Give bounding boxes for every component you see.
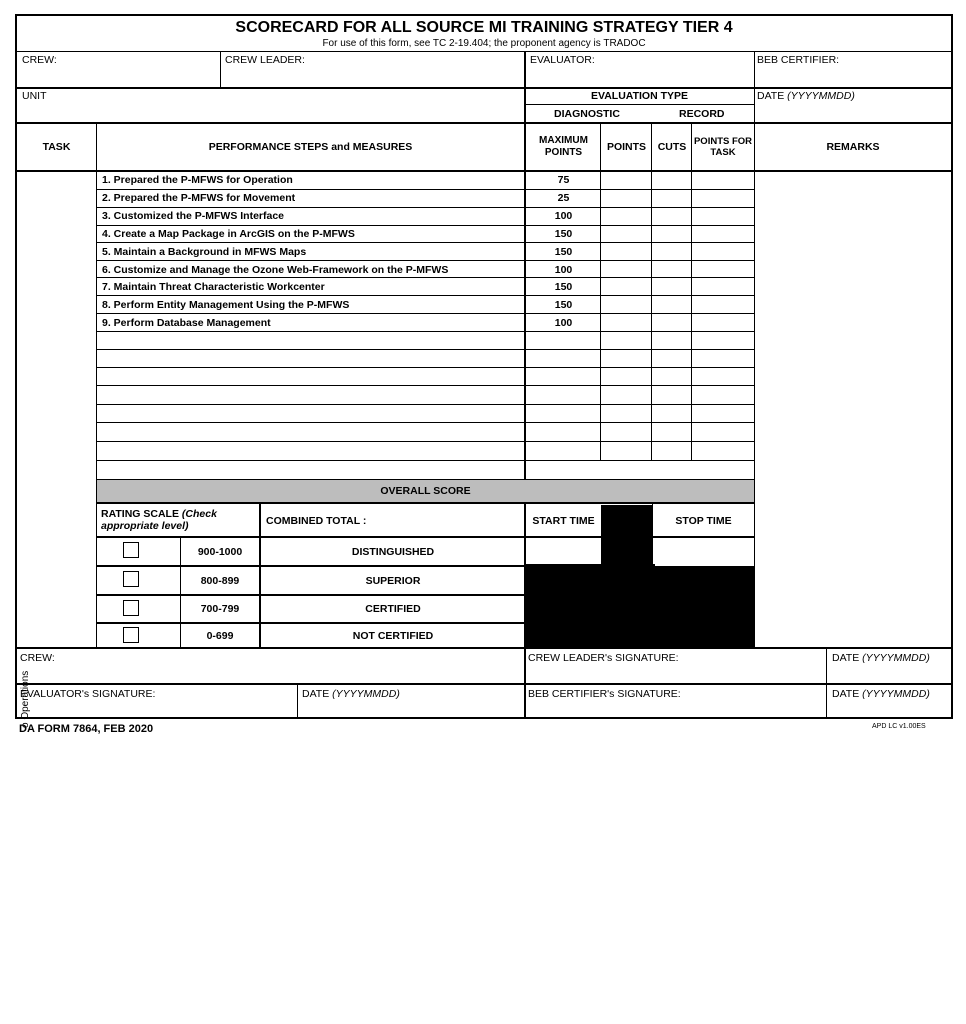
step-1-max-points: 75 xyxy=(557,174,570,186)
max-points-header: MAXIMUM POINTS xyxy=(539,134,588,158)
date-label: DATE xyxy=(757,90,785,102)
step-3-max-points: 100 xyxy=(554,210,573,222)
rating-label-4: NOT CERTIFIED xyxy=(352,629,434,642)
step-6-label: 6. Customize and Manage the Ozone Web-Framework on the P-MFWS xyxy=(102,264,449,276)
stop-time-field[interactable] xyxy=(653,538,754,565)
evaluator-signature-field[interactable]: EVALUATOR's SIGNATURE: xyxy=(20,688,156,700)
evaluator-date-field[interactable] xyxy=(302,688,400,700)
step-5-label: 5. Maintain a Background in MFWS Maps xyxy=(102,246,307,258)
time-separator-block xyxy=(601,505,652,565)
step-9-label: 9. Perform Database Management xyxy=(102,317,271,329)
unit-field[interactable]: UNIT xyxy=(22,90,47,102)
rating-label-2: SUPERIOR xyxy=(365,574,421,587)
points-for-task-header: POINTS FOR TASK xyxy=(693,135,753,158)
overall-score-title: OVERALL SCORE xyxy=(380,485,471,497)
step-4-max-points: 150 xyxy=(554,228,573,240)
distinguished-checkbox[interactable] xyxy=(123,542,139,558)
date-format: (YYYYMMDD) xyxy=(787,90,855,102)
crew-leader-date-field[interactable] xyxy=(832,652,930,664)
date-format: (YYYYMMDD) xyxy=(862,688,930,700)
form-title: SCORECARD FOR ALL SOURCE MI TRAINING STRATEGY TIER 4 xyxy=(235,19,733,36)
evaluator-field[interactable]: EVALUATOR: xyxy=(530,54,595,66)
form-version: APD LC v1.00ES xyxy=(872,723,926,730)
beb-certifier-signature-field[interactable]: BEB CERTIFIER's SIGNATURE: xyxy=(528,688,681,700)
date-field[interactable] xyxy=(757,90,855,102)
rating-label-1: DISTINGUISHED xyxy=(351,545,435,558)
cuts-header: CUTS xyxy=(657,140,687,153)
date-format: (YYYYMMDD) xyxy=(332,688,400,700)
stop-time-label: STOP TIME xyxy=(675,515,732,527)
performance-header: PERFORMANCE STEPS and MEASURES xyxy=(208,140,413,153)
form-subtitle: For use of this form, see TC 2-19.404; the proponent agency is TRADOC xyxy=(322,38,646,49)
date-format: (YYYYMMDD) xyxy=(862,652,930,664)
step-7-max-points: 150 xyxy=(554,281,573,293)
combined-total-label[interactable]: COMBINED TOTAL : xyxy=(266,515,367,527)
date-label: DATE xyxy=(832,652,860,664)
step-7-label: 7. Maintain Threat Characteristic Workcenter xyxy=(102,281,325,293)
evaluation-type-label: EVALUATION TYPE xyxy=(590,90,689,102)
beb-certifier-date-field[interactable] xyxy=(832,688,930,700)
step-1-label: 1. Prepared the P-MFWS for Operation xyxy=(102,174,293,186)
start-time-label: START TIME xyxy=(532,515,595,527)
rating-scale-label xyxy=(101,508,251,532)
step-8-label: 8. Perform Entity Management Using the P-MFWS xyxy=(102,299,350,311)
score-block xyxy=(526,566,754,647)
start-time-field[interactable] xyxy=(526,538,601,565)
crew-leader-field[interactable]: CREW LEADER: xyxy=(225,54,305,66)
diagnostic-option[interactable]: DIAGNOSTIC xyxy=(554,108,620,120)
step-4-label: 4. Create a Map Package in ArcGIS on the P-MFWS xyxy=(102,228,355,240)
rating-range-4: 0-699 xyxy=(206,629,234,642)
crew-leader-signature-field[interactable]: CREW LEADER's SIGNATURE: xyxy=(528,652,679,664)
date-label: DATE xyxy=(302,688,330,700)
scorecard-form xyxy=(15,14,953,719)
rating-range-3: 700-799 xyxy=(200,603,240,615)
step-8-max-points: 150 xyxy=(554,299,573,311)
side-text: o Operations xyxy=(20,670,31,728)
rating-label-3: CERTIFIED xyxy=(365,603,421,615)
step-3-label: 3. Customized the P-MFWS Interface xyxy=(102,210,285,222)
record-option[interactable]: RECORD xyxy=(679,108,725,120)
rating-range-1: 900-1000 xyxy=(197,545,243,558)
crew-field[interactable]: CREW: xyxy=(22,54,57,66)
not-certified-checkbox[interactable] xyxy=(123,627,139,643)
form-id: DA FORM 7864, FEB 2020 xyxy=(19,723,154,735)
step-5-max-points: 150 xyxy=(554,246,573,258)
step-9-max-points: 100 xyxy=(554,317,573,329)
date-label: DATE xyxy=(832,688,860,700)
rating-scale-note: (Check appropriate level) xyxy=(101,508,217,532)
rating-range-2: 800-899 xyxy=(200,574,240,587)
step-2-label: 2. Prepared the P-MFWS for Movement xyxy=(102,192,296,204)
superior-checkbox[interactable] xyxy=(123,571,139,587)
rating-scale-title: RATING SCALE xyxy=(101,508,179,520)
remarks-header: REMARKS xyxy=(826,140,880,153)
points-header: POINTS xyxy=(606,140,647,153)
beb-certifier-field[interactable]: BEB CERTIFIER: xyxy=(757,54,840,66)
step-2-max-points: 25 xyxy=(557,192,570,204)
step-6-max-points: 100 xyxy=(554,264,573,276)
signature-crew-field[interactable]: CREW: xyxy=(20,652,55,664)
certified-checkbox[interactable] xyxy=(123,600,139,616)
task-header: TASK xyxy=(42,140,71,153)
